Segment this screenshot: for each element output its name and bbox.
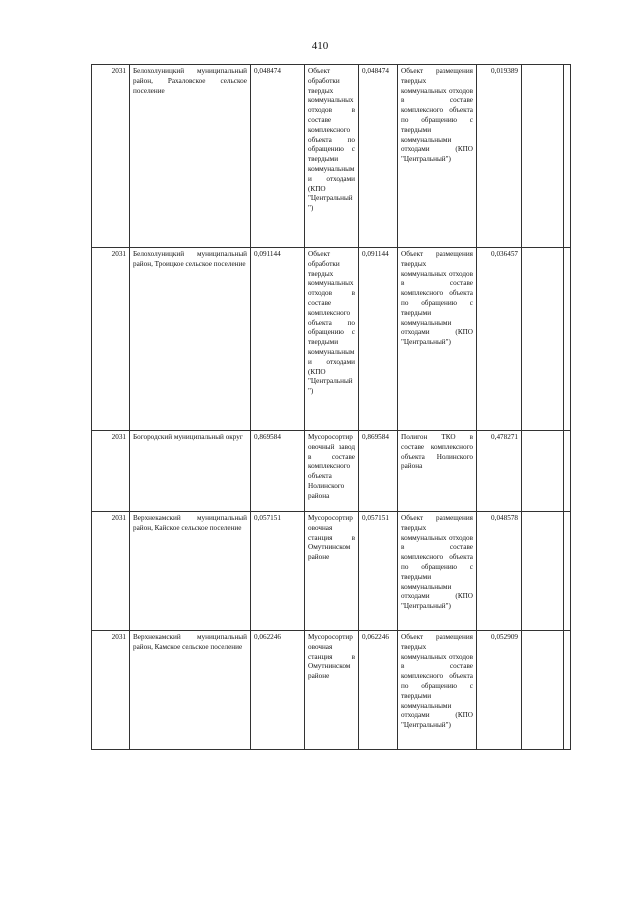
- value2-cell: 0,091144: [359, 248, 398, 431]
- table-row: [92, 512, 571, 631]
- value1-cell: 0,062246: [251, 631, 305, 750]
- table-row: [92, 631, 571, 750]
- year-cell: 2031: [92, 65, 130, 248]
- table-row: [92, 248, 571, 431]
- page-number: 410: [311, 40, 329, 52]
- empty-cell: [522, 248, 564, 431]
- empty-cell: [564, 431, 571, 512]
- value3-cell: 0,052909: [477, 631, 522, 750]
- district-cell: Белохолуницкий муниципальный район, Троицкое сельское поселение: [130, 248, 251, 431]
- district-cell: Верхнекамский муниципальный район, Камское сельское поселение: [130, 631, 251, 750]
- empty-cell: [564, 631, 571, 750]
- value2-cell: 0,057151: [359, 512, 398, 631]
- waste-flow-table: [91, 64, 571, 750]
- empty-cell: [564, 248, 571, 431]
- empty-cell: [564, 65, 571, 248]
- value2-cell: 0,048474: [359, 65, 398, 248]
- value1-cell: 0,048474: [251, 65, 305, 248]
- facility2-cell: Объект размещения твердых коммунальных отходов в составе комплексного объекта по обращению с твердыми коммунальными отходами (КПО "Центральный"): [398, 512, 477, 631]
- value2-cell: 0,869584: [359, 431, 398, 512]
- table-row: [92, 65, 571, 248]
- facility1-cell: Объект обработки твердых коммунальных отходов в составе комплексного объекта по обращению с твердыми коммунальными отходами (КПО "Центральный"): [305, 65, 359, 248]
- year-cell: 2031: [92, 512, 130, 631]
- value3-cell: 0,036457: [477, 248, 522, 431]
- year-cell: 2031: [92, 631, 130, 750]
- facility1-cell: Объект обработки твердых коммунальных отходов в составе комплексного объекта по обращению с твердыми коммунальными отходами (КПО "Центральный"): [305, 248, 359, 431]
- value1-cell: 0,091144: [251, 248, 305, 431]
- district-cell: Богородский муниципальный округ: [130, 431, 251, 512]
- district-cell: Верхнекамский муниципальный район, Кайское сельское поселение: [130, 512, 251, 631]
- empty-cell: [522, 631, 564, 750]
- facility2-cell: Полигон ТКО в составе комплексного объекта Нолинского района: [398, 431, 477, 512]
- facility2-cell: Объект размещения твердых коммунальных отходов в составе комплексного объекта по обращению с твердыми коммунальными отходами (КПО "Центральный"): [398, 248, 477, 431]
- year-cell: 2031: [92, 248, 130, 431]
- facility1-cell: Мусоросортировочная станция в Омутнинском районе: [305, 631, 359, 750]
- value2-cell: 0,062246: [359, 631, 398, 750]
- empty-cell: [564, 512, 571, 631]
- facility2-cell: Объект размещения твердых коммунальных отходов в составе комплексного объекта по обращению с твердыми коммунальными отходами (КПО "Центральный"): [398, 631, 477, 750]
- value1-cell: 0,869584: [251, 431, 305, 512]
- facility2-cell: Объект размещения твердых коммунальных отходов в составе комплексного объекта по обращению с твердыми коммунальными отходами (КПО "Центральный"): [398, 65, 477, 248]
- value3-cell: 0,478271: [477, 431, 522, 512]
- empty-cell: [522, 65, 564, 248]
- value1-cell: 0,057151: [251, 512, 305, 631]
- table-row: [92, 431, 571, 512]
- district-cell: Белохолуницкий муниципальный район, Рахаловское сельское поселение: [130, 65, 251, 248]
- year-cell: 2031: [92, 431, 130, 512]
- value3-cell: 0,048578: [477, 512, 522, 631]
- facility1-cell: Мусоросортировочная станция в Омутнинском районе: [305, 512, 359, 631]
- empty-cell: [522, 431, 564, 512]
- empty-cell: [522, 512, 564, 631]
- value3-cell: 0,019389: [477, 65, 522, 248]
- facility1-cell: Мусоросортировочный завод в составе комплексного объекта Нолинского района: [305, 431, 359, 512]
